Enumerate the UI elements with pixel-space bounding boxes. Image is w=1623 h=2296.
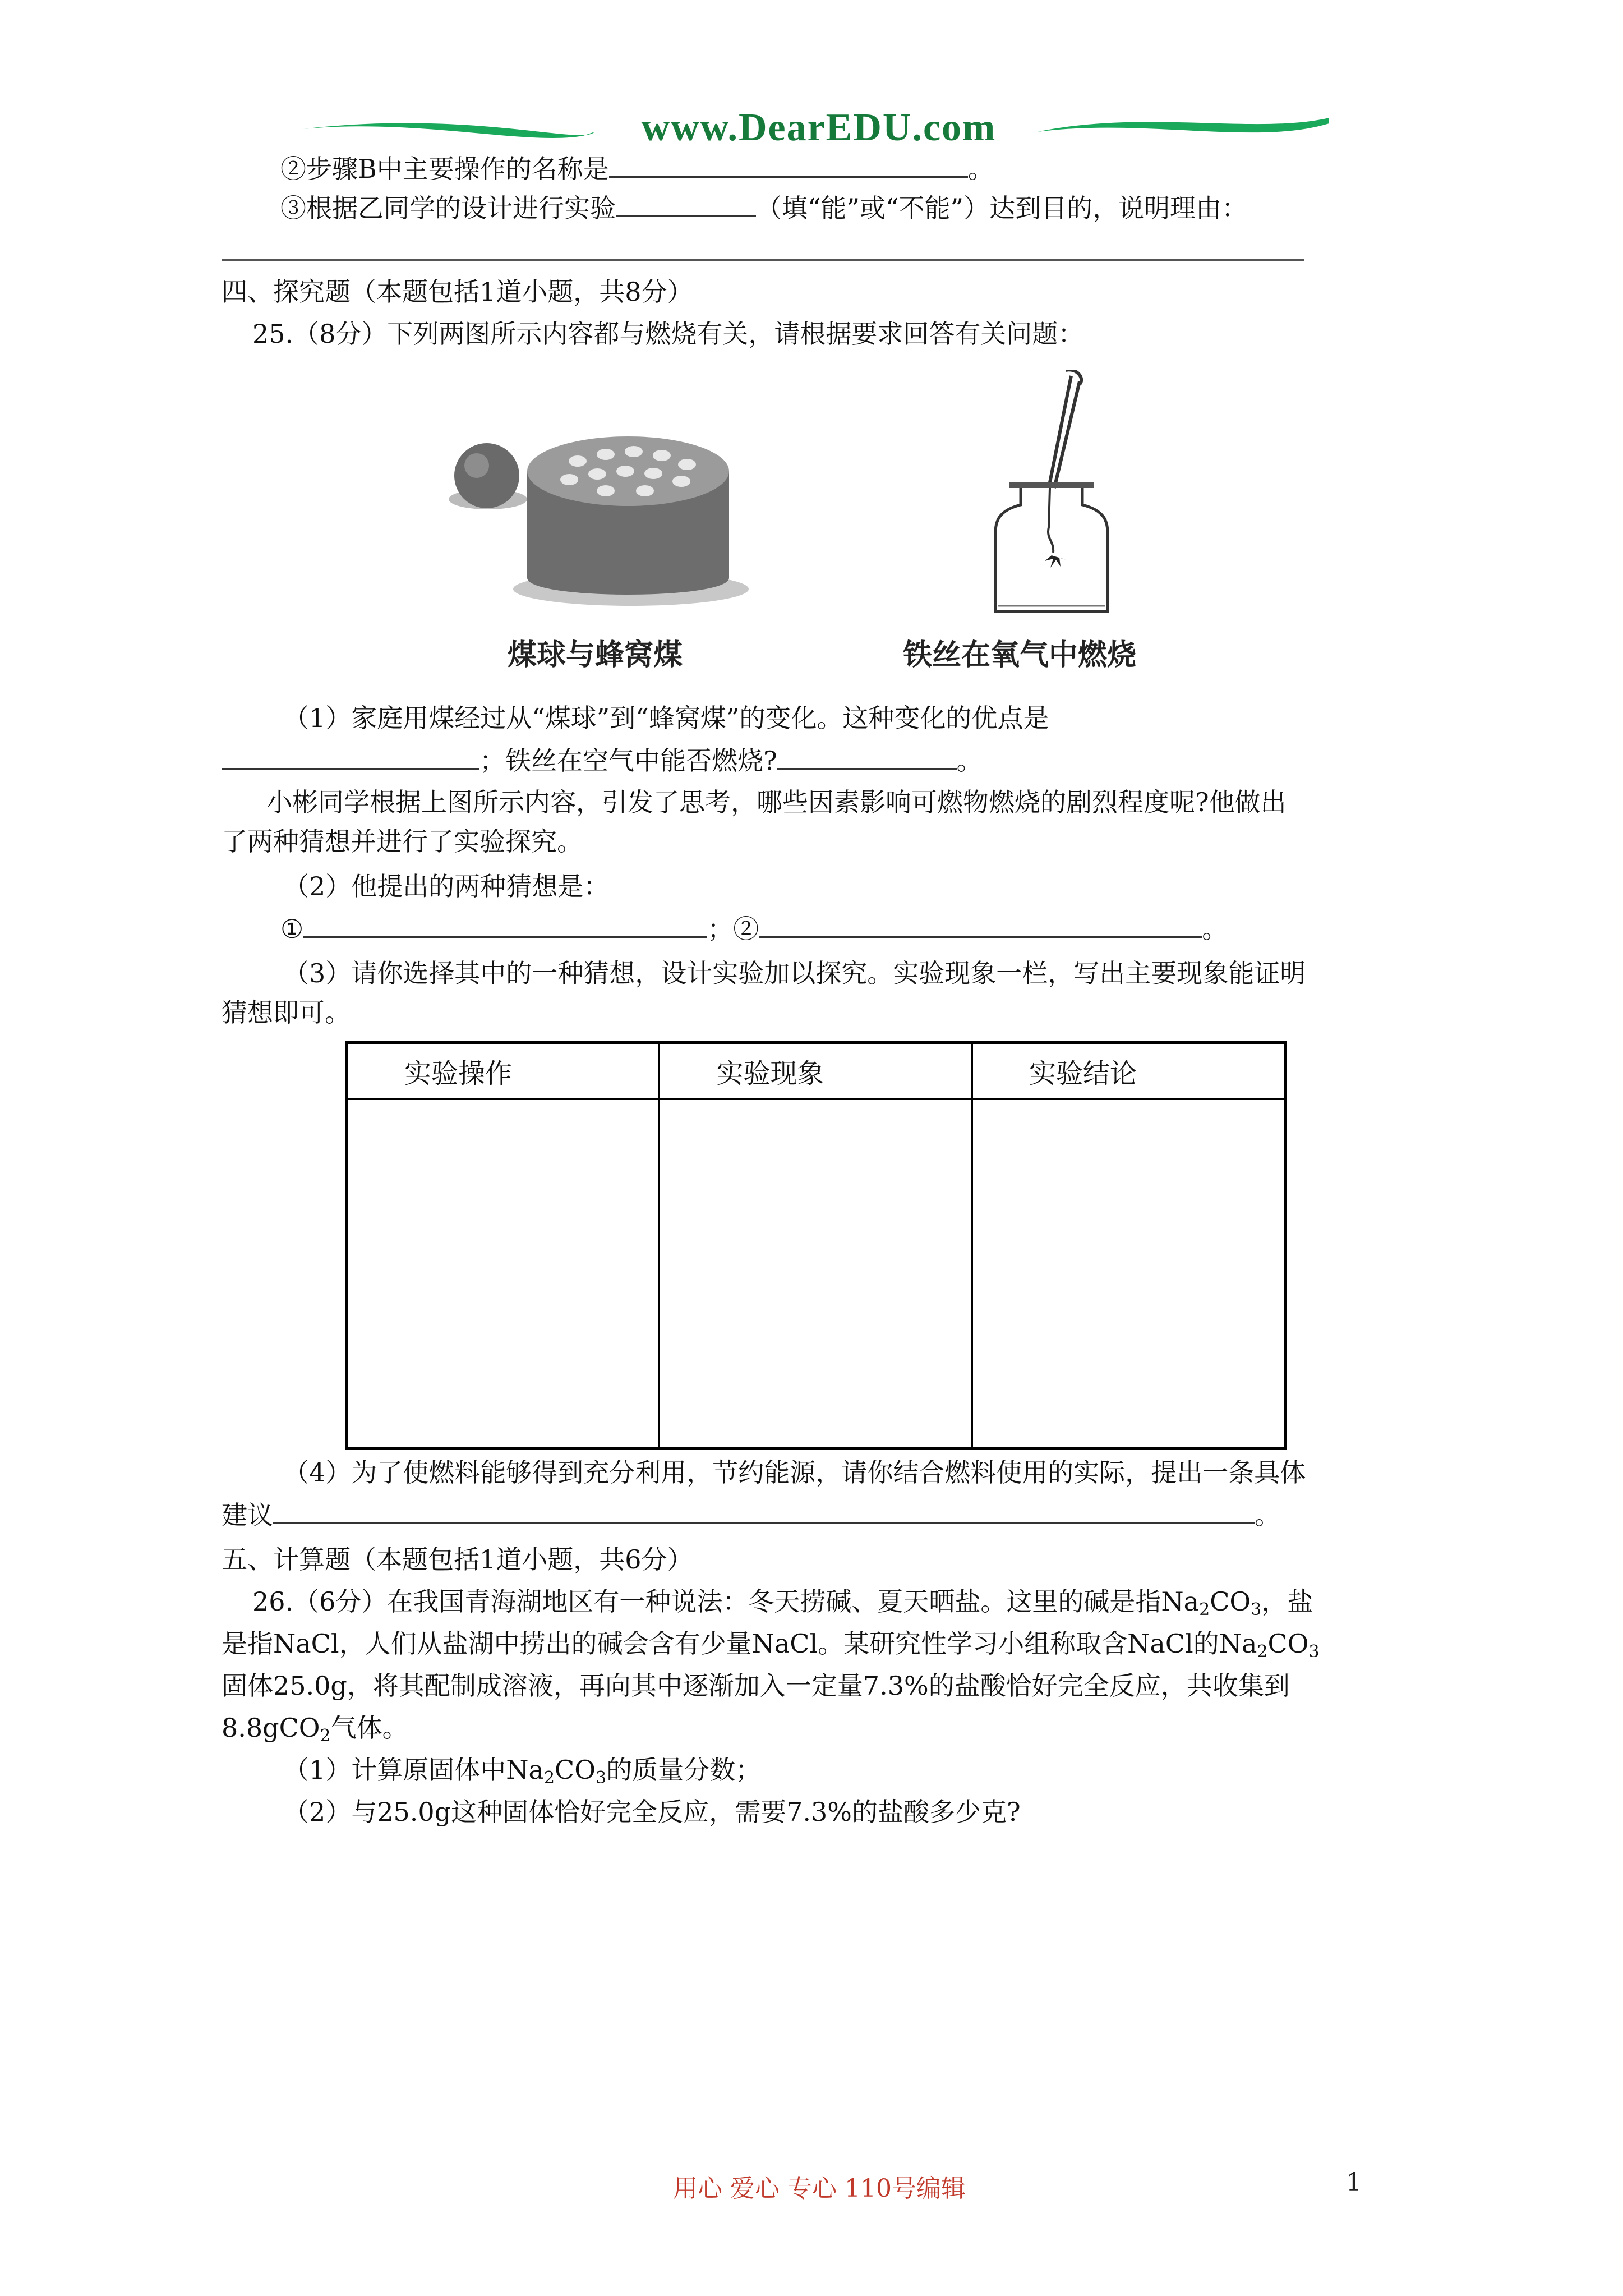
jar-lid [1009, 482, 1094, 488]
coal-figure [437, 426, 751, 611]
q26-line-4: 8.8gCO$_2$气体。 [222, 1713, 408, 1746]
q26-question-2: （2）与25.0g这种固体恰好完全反应，需要7.3%的盐酸多少克? [283, 1797, 1021, 1827]
coal-ball [454, 443, 519, 508]
q25-p6b: 建议 。 [222, 1498, 1280, 1532]
q24-line-2: ②步骤B中主要操作的名称是 。 [280, 151, 994, 186]
q25-p6a: （4）为了使燃料能够得到充分利用，节约能源，请你结合燃料使用的实际，提出一条具体 [283, 1457, 1306, 1488]
header-phenomenon: 实验现象 [659, 1042, 971, 1099]
section-4-title: 四、探究题（本题包括1道小题，共8分） [222, 277, 693, 307]
iron-figure-caption: 铁丝在氧气中燃烧 [903, 638, 1137, 672]
q25-p4: ① ；② 。 [280, 912, 1228, 946]
answer-line [222, 259, 1304, 261]
q26-line-2: 是指NaCl，人们从盐湖中捞出的碱会含有少量NaCl。某研究性学习小组称取含NaCl的$Na_2CO_3$ [222, 1628, 1320, 1662]
section-5-title: 五、计算题（本题包括1道小题，共6分） [222, 1544, 693, 1575]
q24-line-3: ③根据乙同学的设计进行实验 （填“能”或“不能”）达到目的，说明理由： [280, 191, 1247, 225]
q26-line-3: 固体25.0g，将其配制成溶液，再向其中逐渐加入一定量7.3%的盐酸恰好完全反应，共收集到 [222, 1671, 1290, 1701]
coal-figure-caption: 煤球与蜂窝煤 [508, 638, 683, 672]
header-operation: 实验操作 [347, 1042, 659, 1099]
answer-cell-phenomenon[interactable] [659, 1099, 971, 1448]
q25-p3: （2）他提出的两种猜想是： [283, 871, 610, 901]
tongs [1049, 370, 1081, 488]
table-header-row [347, 1042, 1285, 1099]
q26-question-1: （1）计算原固体中$Na_2CO_3$的质量分数； [283, 1755, 762, 1788]
header-conclusion: 实验结论 [972, 1042, 1285, 1099]
q26-line-1: 26.（6分）在我国青海湖地区有一种说法：冬天捞碱、夏天晒盐。这里的碱是指$Na_2CO_3$，盐 [252, 1586, 1313, 1619]
q25-p1b: ；铁丝在空气中能否燃烧? 。 [222, 743, 983, 777]
answer-cell-operation[interactable] [347, 1099, 659, 1448]
page-number: 1 [1346, 2168, 1362, 2197]
iron-wire [1048, 488, 1053, 553]
header-logo-text: www.DearEDU.com [641, 106, 997, 149]
q25-p2a: 小彬同学根据上图所示内容，引发了思考，哪些因素影响可燃物燃烧的剧烈程度呢?他做出 [266, 787, 1287, 817]
gas-jar [995, 488, 1108, 611]
q25-p5a: （3）请你选择其中的一种猜想，设计实验加以探究。实验现象一栏，写出主要现象能证明 [283, 958, 1306, 988]
table-answer-row [347, 1099, 1285, 1448]
flame-spark [1045, 555, 1066, 568]
q25-p1a: （1）家庭用煤经过从“煤球”到“蜂窝煤”的变化。这种变化的优点是 [283, 703, 1049, 733]
footer-text: 用心 爱心 专心 110号编辑 [673, 2174, 966, 2203]
q25-stem: 25.（8分）下列两图所示内容都与燃烧有关，请根据要求回答有关问题： [252, 319, 1084, 349]
iron-wire-figure [987, 370, 1133, 623]
q25-p2b: 了两种猜想并进行了实验探究。 [222, 826, 583, 857]
experiment-table [345, 1041, 1287, 1450]
q25-p5b: 猜想即可。 [222, 997, 351, 1028]
answer-cell-conclusion[interactable] [972, 1099, 1285, 1448]
